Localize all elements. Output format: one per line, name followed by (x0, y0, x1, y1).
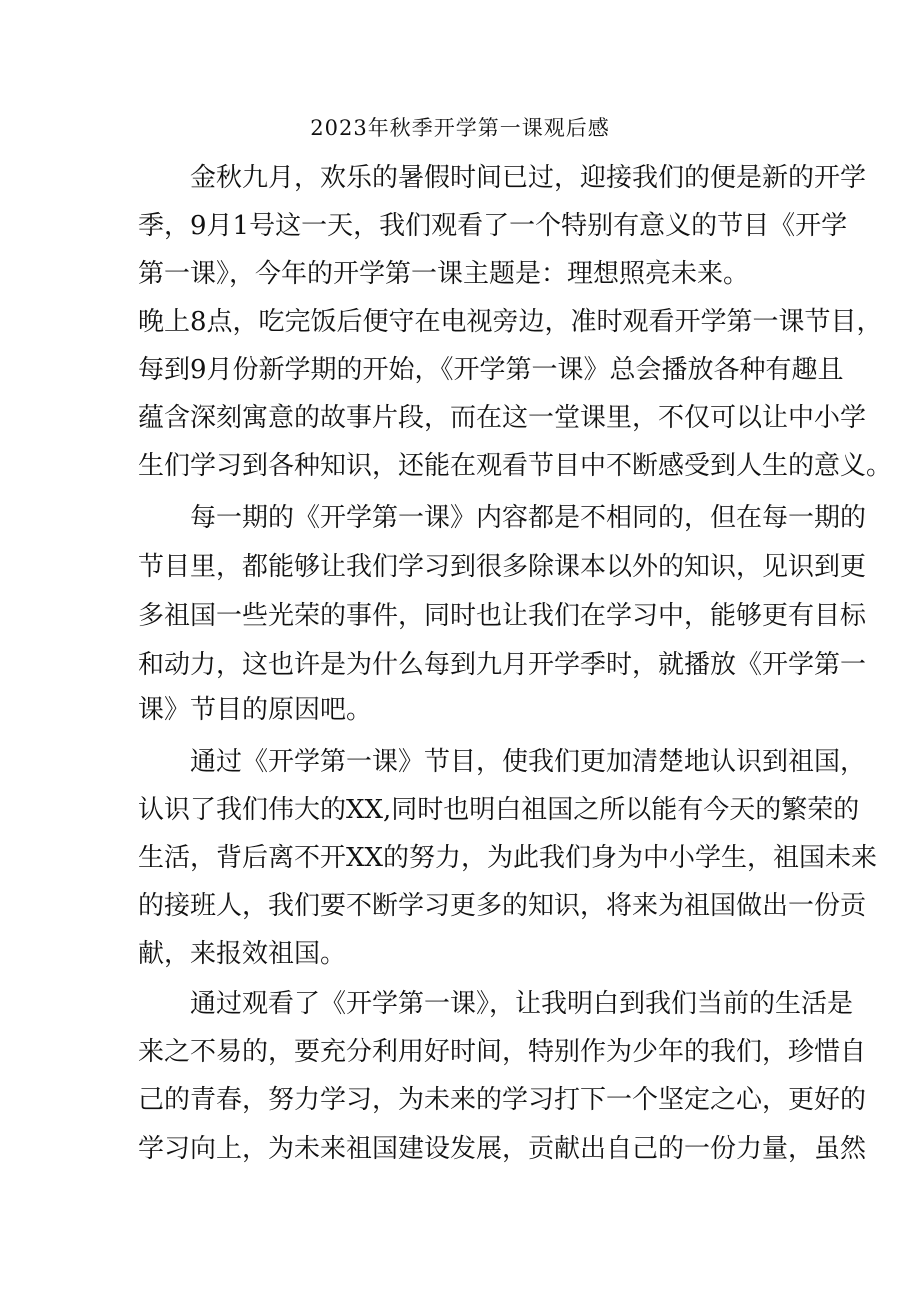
text-line: 晚上8点，吃完饭后便守在电视旁边，准时观看开学第一课节目， (138, 307, 883, 337)
text-line: 第一课》，今年的开学第一课主题是：理想照亮未来。 (138, 259, 750, 289)
text-line: 生活，背后离不开XX的努力，为此我们身为中小学生，祖国未来 (138, 843, 878, 873)
text-line: 课》节目的原因吧。 (138, 695, 373, 725)
text-line: 和动力，这也许是为什么每到九月开学季时，就播放《开学第一 (138, 650, 867, 680)
text-line: 每一期的《开学第一课》内容都是不相同的，但在每一期的 (190, 503, 867, 533)
text-line: 蕴含深刻寓意的故事片段，而在这一堂课里，不仅可以让中小学 (138, 403, 867, 433)
text-line: 多祖国一些光荣的事件，同时也让我们在学习中，能够更有目标 (138, 601, 867, 631)
text-line: 节目里，都能够让我们学习到很多除课本以外的知识，见识到更 (138, 552, 867, 582)
text-line: 每到9月份新学期的开始，《开学第一课》总会播放各种有趣且 (138, 355, 844, 385)
text-line: 的接班人，我们要不断学习更多的知识，将来为祖国做出一份贡 (138, 891, 867, 921)
text-line: 来之不易的，要充分利用好时间，特别作为少年的我们，珍惜自 (138, 1037, 867, 1067)
text-line: 季，9月1号这一天，我们观看了一个特别有意义的节目《开学 (138, 211, 848, 241)
text-line: 献，来报效祖国。 (138, 939, 347, 969)
text-line: 己的青春，努力学习，为未来的学习打下一个坚定之心，更好的 (138, 1085, 867, 1115)
text-line: 金秋九月，欢乐的暑假时间已过，迎接我们的便是新的开学 (190, 163, 867, 193)
text-line: 通过《开学第一课》节目，使我们更加清楚地认识到祖国， (190, 747, 867, 777)
document-title: 2023年秋季开学第一课观后感 (310, 116, 610, 140)
text-line: 学习向上，为未来祖国建设发展，贡献出自己的一份力量，虽然 (138, 1134, 867, 1164)
text-line: 通过观看了《开学第一课》，让我明白到我们当前的生活是 (190, 989, 854, 1019)
text-line: 认识了我们伟大的XX,同时也明白祖国之所以能有今天的繁荣的 (138, 795, 860, 825)
text-line: 生们学习到各种知识，还能在观看节目中不断感受到人生的意义。 (138, 451, 893, 481)
